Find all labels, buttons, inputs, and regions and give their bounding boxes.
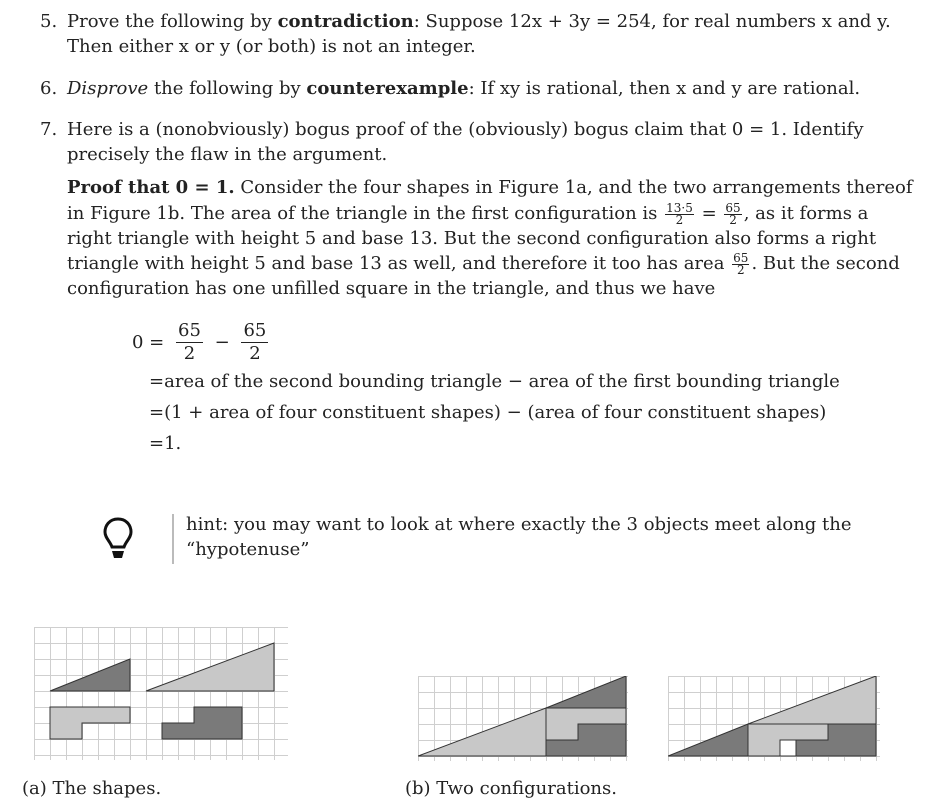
fraction-65-over-2: $\frac{65}{2}$: [725, 200, 741, 227]
config2-unfilled-square: [780, 740, 796, 756]
figure-b-config-2: [668, 676, 880, 761]
equation-row-2: =area of the second bounding triangle − area of the first bounding triangle: [149, 371, 840, 392]
caption-b: (b) Two configurations.: [405, 778, 617, 799]
problem-5-line-1: Prove the following by contradiction: Suppose 12x + 3y = 254, for real numbers x and y.: [67, 11, 891, 32]
equation-row-3: =(1 + area of four constituent shapes) − (area of four constituent shapes): [149, 402, 827, 423]
lightbulb-icon: [102, 516, 134, 564]
problem-7-line-1: Here is a (nonobviously) bogus proof of the (obviously) bogus claim that 0 = 1. Identify: [67, 119, 864, 140]
problem-7-line-2: precisely the flaw in the argument.: [67, 144, 388, 165]
light-l-shape: [50, 707, 130, 739]
caption-a: (a) The shapes.: [22, 778, 162, 799]
dark-l-shape: [162, 707, 242, 739]
hint-bar: [172, 514, 174, 564]
problem-5-number: 5.: [40, 11, 58, 32]
problem-6-number: 6.: [40, 78, 58, 99]
figure-a-shapes: [34, 627, 288, 760]
proof-line-2: in Figure 1b. The area of the triangle in the first configuration is $\frac{13\cdot 5}{2}$ = $\frac{65}{2}$ , as it forms a: [67, 200, 869, 227]
equation-row-4: =1.: [149, 433, 182, 454]
hint-line-2: “hypotenuse”: [186, 539, 310, 560]
fraction-13x5-over-2: $\frac{13\cdot 5}{2}$: [666, 200, 693, 227]
problem-7-number: 7.: [40, 119, 58, 140]
problem-6-text: Disprove the following by counterexample: If xy is rational, then x and y are rational.: [67, 78, 861, 99]
fraction-65-over-2-b: $\frac{65}{2}$: [733, 250, 749, 277]
grid-a: [34, 627, 288, 760]
problem-5-line-2: Then either x or y (or both) is not an integer.: [67, 36, 476, 57]
proof-line-3: right triangle with height 5 and base 13. But the second configuration also forms a right: [67, 228, 877, 249]
figure-b-config-1: [418, 676, 628, 761]
proof-line-4: triangle with height 5 and base 13 as well, and therefore it too has area $\frac{65}{2}$ . But the second: [67, 250, 900, 277]
hint-line-1: hint: you may want to look at where exactly the 3 objects meet along the: [186, 514, 852, 535]
proof-line-1: Proof that 0 = 1. Consider the four shapes in Figure 1a, and the two arrangements thereof: [67, 177, 913, 198]
proof-line-5: configuration has one unfilled square in the triangle, and thus we have: [67, 278, 716, 299]
equation-row-1: 0 = $\frac{65}{2}$ − $\frac{65}{2}$: [132, 320, 267, 364]
